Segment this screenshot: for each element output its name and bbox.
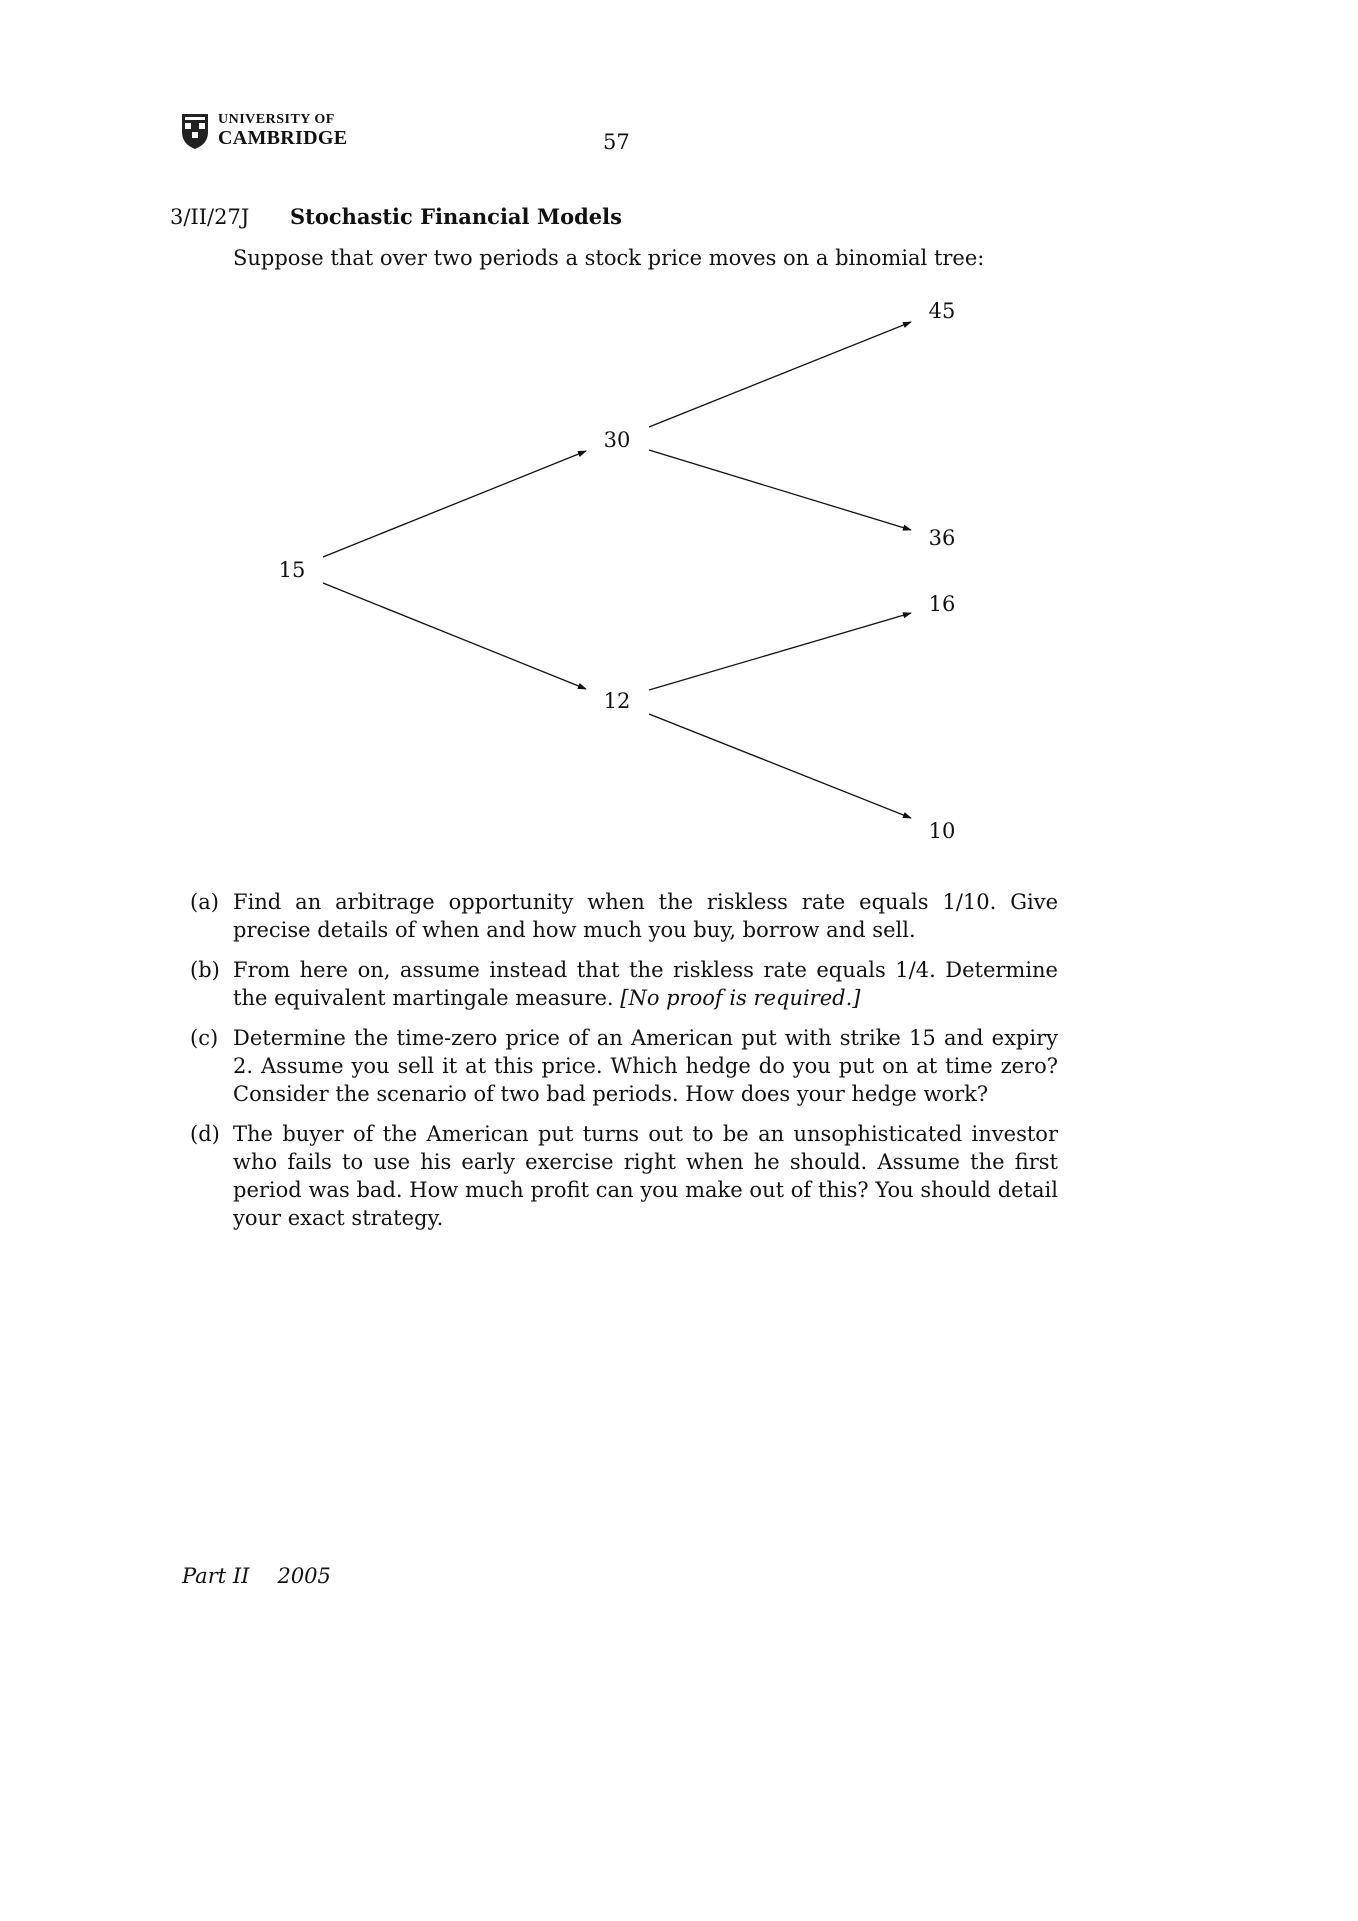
part-note: [No proof is required.] xyxy=(620,986,861,1010)
node-up: 30 xyxy=(603,428,631,452)
logo-line2: CAMBRIDGE xyxy=(218,127,348,149)
part-a xyxy=(190,888,1058,944)
edge-down-dd xyxy=(649,714,911,818)
logo-line1: UNIVERSITY OF xyxy=(218,112,335,127)
part-d xyxy=(190,1120,1058,1232)
node-ud: 36 xyxy=(928,526,956,550)
page-footer xyxy=(182,1564,331,1588)
node-uu: 45 xyxy=(928,299,956,323)
part-label: (b) xyxy=(190,958,220,982)
edge-up-ud xyxy=(649,450,911,530)
binomial-tree-diagram xyxy=(0,0,1358,880)
part-text: Determine the time-zero price of an American put with strike 15 and expiry 2. Assume you sell it at this price. Which hedge do you put on at time zero? Consider the scenario of two bad periods. How does your hedge work? xyxy=(233,1026,1058,1106)
question-parts xyxy=(190,888,1058,1244)
footer-part: Part II xyxy=(182,1564,250,1588)
node-root: 15 xyxy=(278,558,306,582)
question-title: Stochastic Financial Models xyxy=(290,204,622,229)
question-code: 3/II/27J xyxy=(170,205,250,229)
part-text: From here on, assume instead that the riskless rate equals 1/4. Determine the equivalent martingale measure. xyxy=(233,958,1058,1010)
part-label: (c) xyxy=(190,1026,219,1050)
part-label: (a) xyxy=(190,890,219,914)
page-number: 57 xyxy=(603,130,630,154)
edge-down-du xyxy=(649,613,911,690)
node-du: 16 xyxy=(928,592,956,616)
part-text: Find an arbitrage opportunity when the riskless rate equals 1/10. Give precise details of when and how much you buy, borrow and sell. xyxy=(233,890,1058,942)
question-intro: Suppose that over two periods a stock price moves on a binomial tree: xyxy=(233,246,985,270)
edge-up-uu xyxy=(649,322,911,427)
part-c xyxy=(190,1024,1058,1108)
node-dd: 10 xyxy=(928,819,956,843)
edge-root-up xyxy=(323,451,586,557)
part-label: (d) xyxy=(190,1122,220,1146)
footer-year: 2005 xyxy=(277,1564,331,1588)
node-down: 12 xyxy=(603,689,631,713)
part-b xyxy=(190,956,1058,1012)
edge-root-down xyxy=(323,583,586,689)
part-text: The buyer of the American put turns out to be an unsophisticated investor who fails to use his early exercise right when he should. Assume the first period was bad. How much profit can you make out of this? You should detail your exact strategy. xyxy=(233,1122,1058,1230)
